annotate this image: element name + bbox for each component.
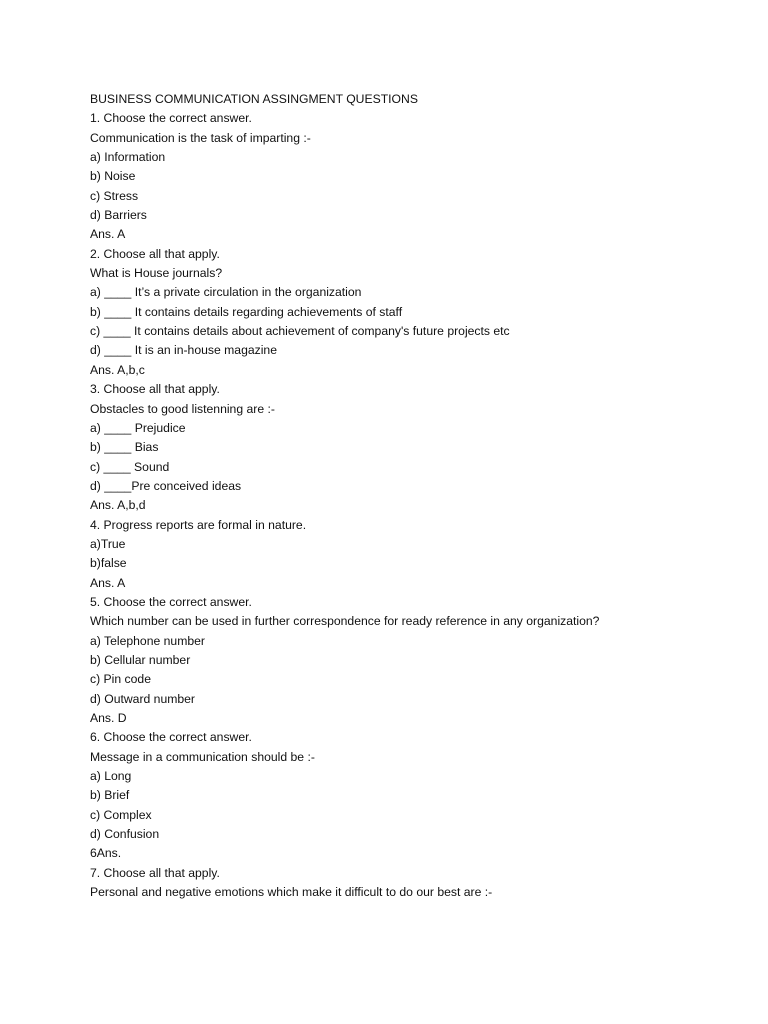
question-4-text: 4. Progress reports are formal in nature. <box>90 517 307 532</box>
question-6-option-b: b) Brief <box>90 788 130 803</box>
question-4-option-b: b)false <box>90 556 127 571</box>
question-1-text: Communication is the task of imparting :- <box>90 130 311 145</box>
document-page <box>90 90 730 902</box>
question-5-instruction: 5. Choose the correct answer. <box>90 594 252 609</box>
question-2-option-d: d) ____ It is an in-house magazine <box>90 343 277 358</box>
question-1-answer: Ans. A <box>90 227 126 242</box>
question-2-option-c: c) ____ It contains details about achievement of company's future projects etc <box>90 324 510 339</box>
question-1-instruction: 1. Choose the correct answer. <box>90 111 252 126</box>
question-6-option-d: d) Confusion <box>90 827 160 842</box>
question-5-option-c: c) Pin code <box>90 672 151 687</box>
question-1-option-a: a) Information <box>90 150 166 165</box>
question-1-option-b: b) Noise <box>90 169 136 184</box>
document-title: BUSINESS COMMUNICATION ASSINGMENT QUESTIONS <box>90 92 418 106</box>
question-5-option-a: a) Telephone number <box>90 633 205 648</box>
question-6-instruction: 6. Choose the correct answer. <box>90 730 252 745</box>
question-5-option-b: b) Cellular number <box>90 652 191 667</box>
question-6-answer: 6Ans. <box>90 846 122 861</box>
question-1-option-c: c) Stress <box>90 188 139 203</box>
question-3-text: Obstacles to good listenning are :- <box>90 401 275 416</box>
question-2-option-b: b) ____ It contains details regarding achievements of staff <box>90 304 403 319</box>
question-3-option-d: d) ____Pre conceived ideas <box>90 478 242 493</box>
question-3-option-a: a) ____ Prejudice <box>90 420 186 435</box>
question-2-instruction: 2. Choose all that apply. <box>90 246 220 261</box>
question-3-option-b: b) ____ Bias <box>90 440 159 455</box>
question-3-option-c: c) ____ Sound <box>90 459 170 474</box>
question-3-answer: Ans. A,b,d <box>90 498 146 513</box>
question-1-option-d: d) Barriers <box>90 208 147 223</box>
question-2-text: What is House journals? <box>90 266 223 281</box>
question-5-text: Which number can be used in further correspondence for ready reference in any organization? <box>90 614 600 629</box>
question-7-instruction: 7. Choose all that apply. <box>90 865 220 880</box>
question-6-option-a: a) Long <box>90 769 132 784</box>
question-6-option-c: c) Complex <box>90 807 152 822</box>
question-4-option-a: a)True <box>90 536 126 551</box>
question-6-text: Message in a communication should be :- <box>90 749 315 764</box>
question-2-answer: Ans. A,b,c <box>90 362 145 377</box>
question-3-instruction: 3. Choose all that apply. <box>90 382 220 397</box>
question-7-text: Personal and negative emotions which make it difficult to do our best are :- <box>90 885 493 900</box>
question-5-option-d: d) Outward number <box>90 691 195 706</box>
question-4-answer: Ans. A <box>90 575 126 590</box>
question-2-option-a: a) ____ It’s a private circulation in the organization <box>90 285 362 300</box>
question-5-answer: Ans. D <box>90 711 127 725</box>
